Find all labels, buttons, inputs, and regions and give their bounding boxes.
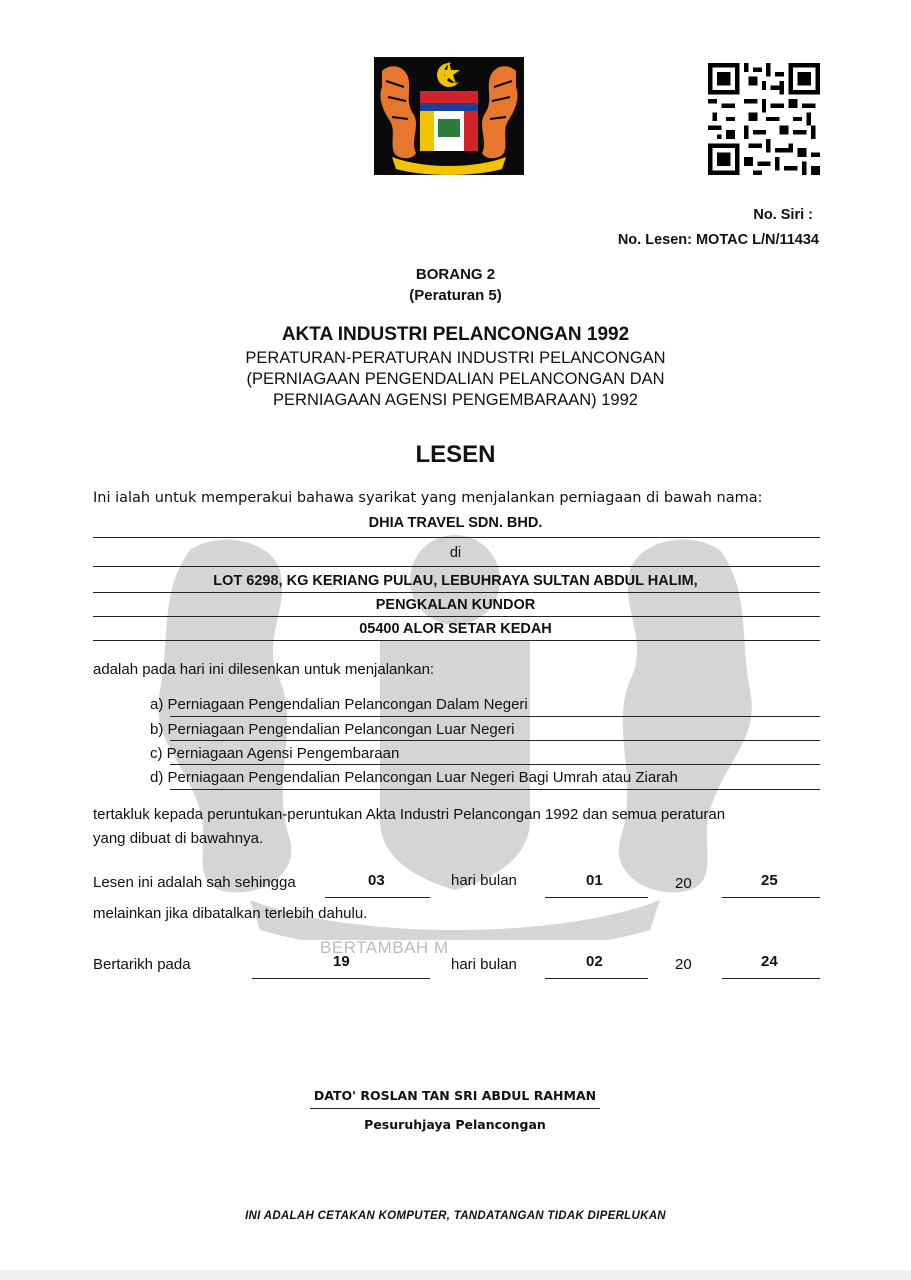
di-label: di bbox=[449, 545, 462, 561]
divider bbox=[93, 640, 820, 641]
malaysia-coat-of-arms-icon bbox=[374, 57, 524, 175]
validity-year: 25 bbox=[761, 872, 778, 889]
page-bottom-band bbox=[0, 1270, 911, 1280]
regulation-ref: (Peraturan 5) bbox=[409, 287, 502, 304]
validity-month: 01 bbox=[586, 872, 603, 889]
signature-line bbox=[310, 1108, 600, 1109]
act-subtitle-line-3: PERNIAGAAN AGENSI PENGEMBARAAN) 1992 bbox=[273, 391, 638, 409]
computer-generated-note: INI ADALAH CETAKAN KOMPUTER, TANDATANGAN TIDAK DIPERLUKAN bbox=[245, 1210, 666, 1222]
dated-day: 19 bbox=[333, 953, 350, 970]
dated-century: 20 bbox=[675, 956, 692, 973]
activity-item: c) Perniagaan Agensi Pengembaraan bbox=[150, 745, 400, 762]
divider bbox=[722, 897, 820, 898]
form-number: BORANG 2 bbox=[415, 266, 496, 283]
act-title: AKTA INDUSTRI PELANCONGAN 1992 bbox=[281, 324, 630, 345]
company-name: DHIA TRAVEL SDN. BHD. bbox=[368, 515, 543, 531]
divider bbox=[93, 537, 820, 538]
divider bbox=[170, 716, 820, 717]
address-line-1: LOT 6298, KG KERIANG PULAU, LEBUHRAYA SULTAN ABDUL HALIM, bbox=[213, 573, 698, 589]
divider bbox=[545, 897, 648, 898]
divider bbox=[252, 978, 430, 979]
divider bbox=[325, 897, 430, 898]
validity-hari-bulan: hari bulan bbox=[451, 872, 517, 889]
divider bbox=[170, 740, 820, 741]
divider bbox=[93, 592, 820, 593]
divider bbox=[170, 789, 820, 790]
act-subtitle-line-2: (PERNIAGAAN PENGENDALIAN PELANCONGAN DAN bbox=[246, 370, 665, 388]
validity-unless-text: melainkan jika dibatalkan terlebih dahulu. bbox=[93, 905, 368, 922]
divider bbox=[93, 566, 820, 567]
subject-to-line-1: tertakluk kepada peruntukan-peruntukan Akta Industri Pelancongan 1992 dan semua peraturan bbox=[93, 806, 726, 823]
activity-item: b) Perniagaan Pengendalian Pelancongan Luar Negeri bbox=[150, 721, 515, 738]
validity-label: Lesen ini adalah sah sehingga bbox=[93, 874, 296, 891]
license-heading: LESEN bbox=[415, 441, 496, 468]
subject-to-line-2: yang dibuat di bawahnya. bbox=[93, 830, 264, 847]
serial-number-label: No. Siri : bbox=[753, 207, 813, 223]
address-line-2: PENGKALAN KUNDOR bbox=[375, 597, 536, 613]
divider bbox=[93, 616, 820, 617]
act-subtitle-line-1: PERATURAN-PERATURAN INDUSTRI PELANCONGAN bbox=[245, 349, 666, 367]
validity-century: 20 bbox=[675, 875, 692, 892]
watermark-motto: BERTAMBAH M bbox=[320, 938, 449, 957]
address-line-3: 05400 ALOR SETAR KEDAH bbox=[359, 621, 552, 637]
divider bbox=[170, 764, 820, 765]
validity-day: 03 bbox=[368, 872, 385, 889]
activity-item: a) Perniagaan Pengendalian Pelancongan Dalam Negeri bbox=[150, 696, 528, 713]
activity-item: d) Perniagaan Pengendalian Pelancongan Luar Negeri Bagi Umrah atau Ziarah bbox=[150, 769, 678, 786]
licensed-for-text: adalah pada hari ini dilesenkan untuk menjalankan: bbox=[93, 661, 435, 678]
signatory-name: DATO' ROSLAN TAN SRI ABDUL RAHMAN bbox=[313, 1088, 597, 1103]
intro-text: Ini ialah untuk memperakui bahawa syarikat yang menjalankan perniagaan di bawah nama: bbox=[93, 490, 763, 506]
dated-hari-bulan: hari bulan bbox=[451, 956, 517, 973]
dated-label: Bertarikh pada bbox=[93, 956, 191, 973]
license-number: No. Lesen: MOTAC L/N/11434 bbox=[617, 232, 819, 248]
dated-year: 24 bbox=[761, 953, 778, 970]
divider bbox=[545, 978, 648, 979]
dated-month: 02 bbox=[586, 953, 603, 970]
divider bbox=[722, 978, 820, 979]
signatory-title: Pesuruhjaya Pelancongan bbox=[364, 1117, 546, 1132]
qr-code[interactable] bbox=[708, 63, 820, 175]
